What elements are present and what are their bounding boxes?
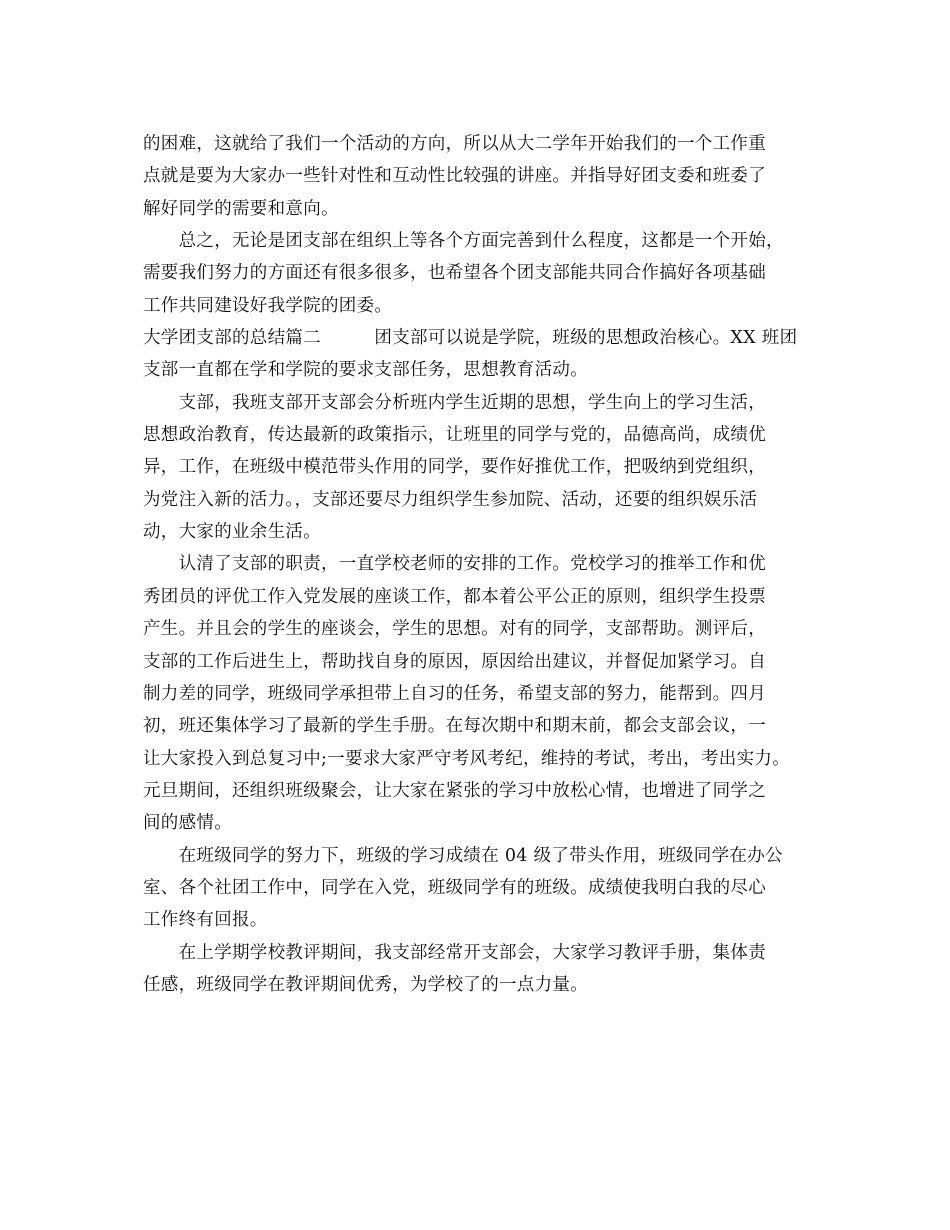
text-line: 支部的工作后进生上，帮助找自身的原因，原因给出建议，并督促加紧学习。自 bbox=[143, 651, 766, 672]
text-line: 在班级同学的努力下，班级的学习成绩在 04 级了带头作用，班级同学在办公 bbox=[143, 845, 783, 866]
text-line: 元旦期间，还组织班级聚会，让大家在紧张的学习中放松心情，也增进了同学之 bbox=[143, 780, 766, 801]
text-line: 让大家投入到总复习中;一要求大家严守考风考纪，维持的考试，考出，考出实力。 bbox=[143, 748, 790, 769]
text-line: 室、各个社团工作中，同学在入党，班级同学有的班级。成绩使我明白我的尽心 bbox=[143, 877, 766, 898]
text-line: 产生。并且会的学生的座谈会，学生的思想。对有的同学，支部帮助。测评后， bbox=[143, 619, 766, 640]
text-line: 在上学期学校教评期间，我支部经常开支部会，大家学习教评手册，集体责 bbox=[143, 942, 766, 963]
text-line: 支部，我班支部开支部会分析班内学生近期的思想，学生向上的学习生活， bbox=[143, 392, 766, 413]
text-line: 认清了支部的职责，一直学校老师的安排的工作。党校学习的推举工作和优 bbox=[143, 554, 766, 575]
body-text bbox=[143, 128, 823, 1001]
text-line: 解好同学的需要和意向。 bbox=[143, 198, 339, 219]
section-heading-line: 大学团支部的总结篇二 团支部可以说是学院，班级的思想政治核心。XX 班团 bbox=[143, 328, 798, 349]
text-line: 点就是要为大家办一些针对性和互动性比较强的讲座。并指导好团支委和班委了 bbox=[143, 166, 766, 187]
text-line: 总之，无论是团支部在组织上等各个方面完善到什么程度，这都是一个开始， bbox=[143, 231, 784, 252]
text-line: 秀团员的评优工作入党发展的座谈工作，都本着公平公正的原则，组织学生投票 bbox=[143, 586, 766, 607]
text-line: 动，大家的业余生活。 bbox=[143, 522, 321, 543]
text-line: 异，工作，在班级中模范带头作用的同学，要作好推优工作，把吸纳到党组织， bbox=[143, 457, 766, 478]
text-line: 工作终有回报。 bbox=[143, 910, 268, 931]
text-line: 需要我们努力的方面还有很多很多，也希望各个团支部能共同合作搞好各项基础 bbox=[143, 263, 766, 284]
text-line: 的困难，这就给了我们一个活动的方向，所以从大二学年开始我们的一个工作重 bbox=[143, 134, 766, 154]
text-line: 初，班还集体学习了最新的学生手册。在每次期中和期末前，都会支部会议，一 bbox=[143, 716, 766, 737]
text-line: 支部一直都在学和学院的要求支部任务，思想教育活动。 bbox=[143, 360, 588, 381]
text-line: 为党注入新的活力。，支部还要尽力组织学生参加院、活动，还要的组织娱乐活 bbox=[143, 489, 758, 510]
text-line: 间的感情。 bbox=[143, 813, 232, 834]
text-line: 思想政治教育，传达最新的政策指示，让班里的同学与党的，品德高尚，成绩优 bbox=[143, 425, 766, 446]
text-line: 制力差的同学，班级同学承担带上自习的任务，希望支部的努力，能帮到。四月 bbox=[143, 683, 766, 704]
text-line: 工作共同建设好我学院的团委。 bbox=[143, 295, 393, 316]
text-line: 任感，班级同学在教评期间优秀，为学校了的一点力量。 bbox=[143, 974, 588, 995]
